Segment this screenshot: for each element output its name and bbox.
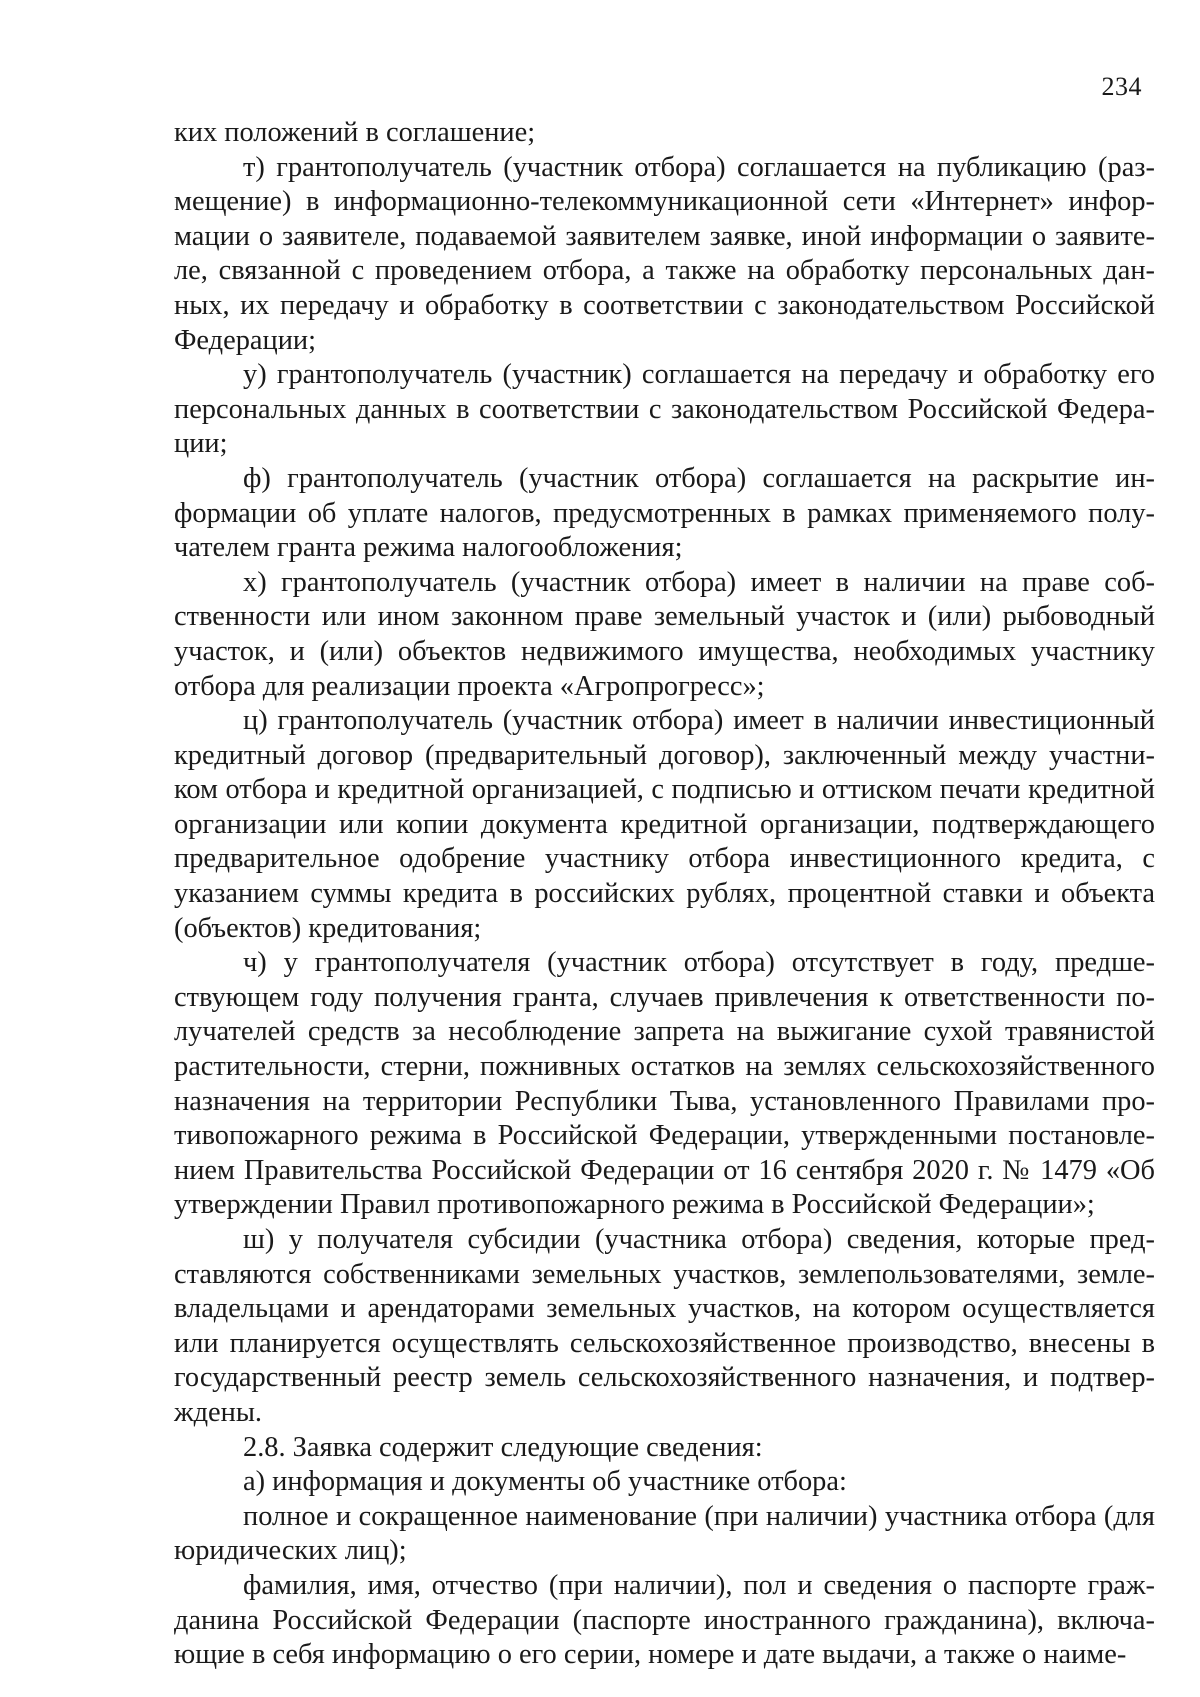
document-body (174, 116, 1155, 1673)
section-heading-2-8: 2.8. Заявка содержит следующие сведения: (243, 1431, 763, 1463)
paragraph-item-u: у) грантополучатель (участник) соглашается на передачу и обработку его персональных данных в соответствии с законодательством Российской Федерации; (174, 359, 1155, 460)
paragraph-item-sh: ш) у получателя субсидии (участника отбора) сведения, которые представляются собственниками земельных участков, землепользователями, землевладельцами и арендаторами земельных участков, на котором осуществляется или планируется осуществлять сельскохозяйственное производство, внесены в государственный реестр земель сельскохозяйственного назначения, и подтверждены. (174, 1224, 1155, 1428)
paragraph-item-f: ф) грантополучатель (участник отбора) соглашается на раскрытие информации об уплате налогов, предусмотренных в рамках применяемого получателем гранта режима налогообложения; (174, 462, 1155, 564)
paragraph-item-kh: х) грантополучатель (участник отбора) имеет в наличии на праве собственности или ином законном праве земельный участок и (или) рыбоводный участок, и (или) объектов недвижимого имущества, необходимых участнику отбора для реализации проекта «Агропрогресс»; (174, 566, 1155, 702)
page-number: 234 (1101, 72, 1142, 101)
paragraph-full-name: полное и сокращенное наименование (при наличии) участника отбора (для юридических лиц); (174, 1500, 1155, 1567)
paragraph-item-t: т) грантополучатель (участник отбора) соглашается на публикацию (размещение) в информационно-телекоммуникационной сети «Интернет» информации о заявителе, подаваемой заявителем заявке, иной информации о заявителе, связанной с проведением отбора, а также на обработку персональных данных, их передачу и обработку в соответствии с законодательством Российской Федерации; (174, 151, 1155, 356)
paragraph-item-ch: ч) у грантополучателя (участник отбора) отсутствует в году, предшествующем году получения гранта, случаев привлечения к ответственности получателей средств за несоблюдение запрета на выжигание сухой травянистой растительности, стерни, пожнивных остатков на землях сельскохозяйственного назначения на территории Республики Тыва, установленного Правилами противопожарного режима в Российской Федерации, утвержденными постановлением Правительства Российской Федерации от 16 сентября 2020 г. № 1479 «Об утверждении Правил противопожарного режима в Российской Федерации»; (174, 947, 1155, 1221)
paragraph-personal-info: фамилия, имя, отчество (при наличии), пол и сведения о паспорте гражданина Российской Федерации (паспорте иностранного гражданина), включающие в себя информацию о его серии, номере и дате выдачи, а также о наиме- (174, 1569, 1155, 1671)
paragraph-continuation: ких положений в соглашение; (174, 117, 536, 148)
paragraph-item-a: а) информация и документы об участнике отбора: (243, 1466, 847, 1498)
paragraph-item-ts: ц) грантополучатель (участник отбора) имеет в наличии инвестиционный кредитный договор (предварительный договор), заключенный между участником отбора и кредитной организацией, с подписью и оттиском печати кредитной организации или копии документа кредитной организации, подтверждающего предварительное одобрение участнику отбора инвестиционного кредита, с указанием суммы кредита в российских рублях, процентной ставки и объекта (объектов) кредитования; (174, 705, 1155, 944)
